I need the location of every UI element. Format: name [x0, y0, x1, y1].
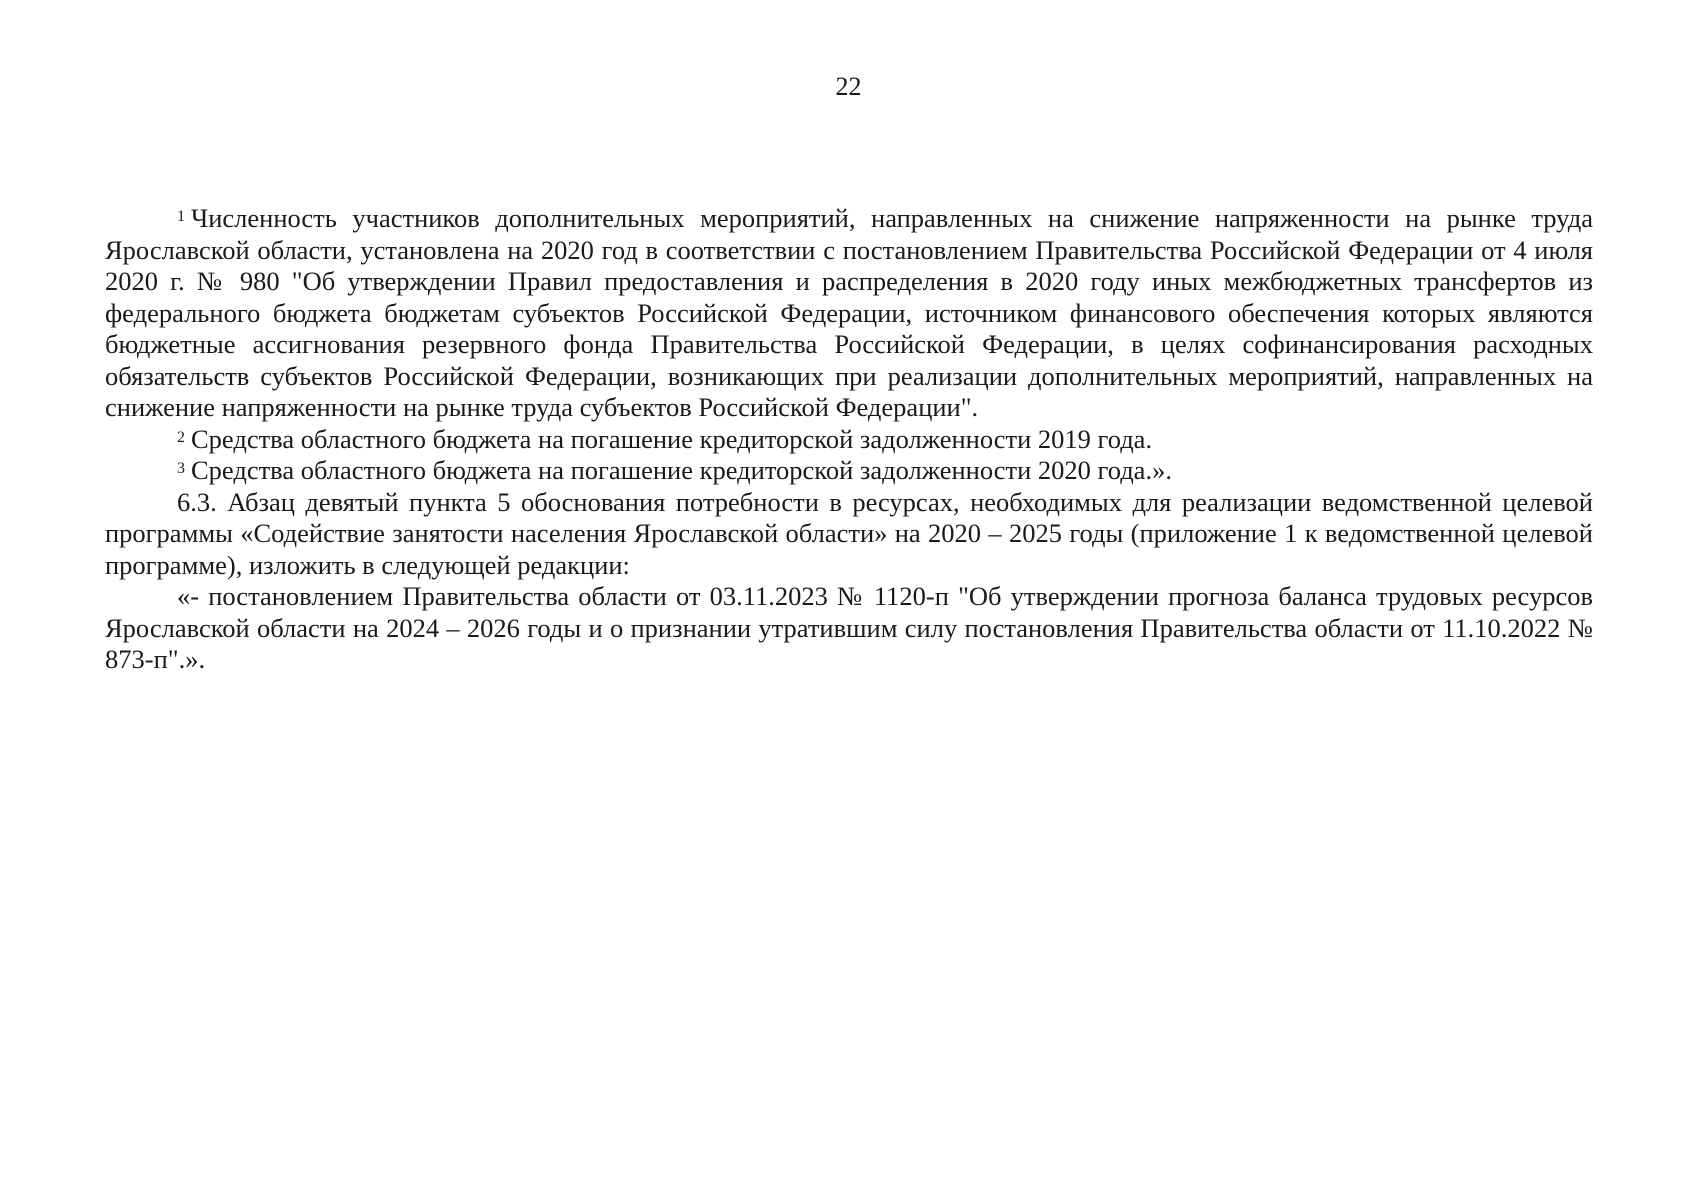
footnote-1-text: Численность участников дополнительных мероприятий, направленных на снижение напряженности на рынке труда Ярославской области, установлена на 2020 год в соответствии с постановлением Правительства Российской Федерации от 4 июля 2020 г. № 980 "Об утверждении Правил предоставления и распределения в 2020 году иных межбюджетных трансфертов из федерального бюджета бюджетам субъектов Российской Федерации, источником финансового обеспечения которых являются бюджетные ассигнования резервного фонда Правительства Российской Федерации, в целях софинансирования расходных обязательств субъектов Российской Федерации, возникающих при реализации дополнительных мероприятий, направленных на снижение напряженности на рынке труда субъектов Российской Федерации". — [105, 203, 1593, 422]
footnote-3-mark: 3 — [177, 460, 185, 477]
amendment-paragraph: 6.3. Абзац девятый пункта 5 обоснования потребности в ресурсах, необходимых для реализации ведомственной целевой программы «Содействие занятости населения Ярославской области» на 2020 – 2025 годы (приложение 1 к ведомственной целевой программе), изложить в следующей редакции: — [105, 486, 1593, 580]
new-text-paragraph: «- постановлением Правительства области от 03.11.2023 № 1120-п "Об утверждении прогноза баланса трудовых ресурсов Ярославской области на 2024 – 2026 годы и о признании утратившим силу постановления Правительства области от 11.10.2022 № 873-п".». — [105, 581, 1593, 674]
footnote-1 — [105, 203, 1593, 424]
footnote-2 — [105, 424, 1593, 456]
page-number: 22 — [835, 72, 862, 101]
footnote-3-text: Средства областного бюджета на погашение кредиторской задолженности 2020 года.». — [191, 455, 1172, 485]
footnote-2-mark: 2 — [177, 428, 185, 446]
footnote-3 — [105, 455, 1593, 487]
footnote-2-text: Средства областного бюджета на погашение кредиторской задолженности 2019 года. — [191, 423, 1153, 454]
footnote-1-mark: 1 — [177, 208, 185, 225]
document-body — [105, 203, 1593, 676]
